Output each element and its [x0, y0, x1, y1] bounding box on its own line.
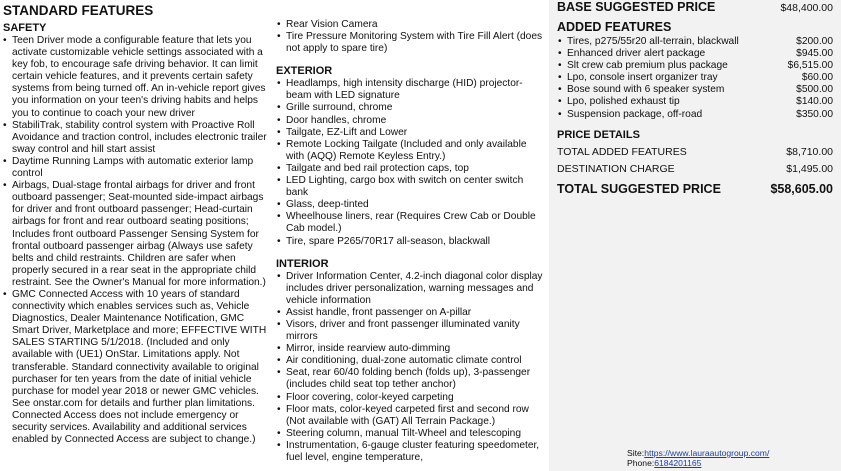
added-feature-name: • Suspension package, off-road [557, 109, 702, 121]
list-item: • Teen Driver mode a configurable feature that lets you activate customizable vehicle settings associated with a key fob, to encourage safe driving behavior. It can limit certain vehicle features, and it prevents certain safety systems from being turned off. An in-vehicle report gives you information on your teen's driving habits and helps you to continue to coach your new driver [2, 35, 270, 120]
added-feature-price: $350.00 [796, 108, 833, 120]
added-feature-name: • Slt crew cab premium plus package [557, 60, 728, 72]
interior-title: INTERIOR [276, 257, 329, 270]
total-price-row [549, 182, 841, 197]
list-item: • Assist handle, front passenger on A-pillar [276, 307, 546, 319]
list-item: • LED Lighting, cargo box with switch on center switch bank [276, 175, 546, 199]
interior-list [276, 271, 546, 465]
base-price-label: BASE SUGGESTED PRICE [557, 0, 716, 14]
added-feature-price: $60.00 [801, 72, 833, 84]
added-feature-price: $500.00 [796, 84, 833, 96]
list-item: • Tailgate, EZ-Lift and Lower [276, 127, 546, 139]
list-item: • Daytime Running Lamps with automatic exterior lamp control [2, 156, 270, 180]
list-item: • GMC Connected Access with 10 years of standard connectivity which enables services such as, Vehicle Diagnostics, Dealer Maintenance Notification, GMC Smart Driver, Marketplace and more; EFFECTIVE WITH SALES STARTING 5/1/2018. (Included and only available with (UE1) OnStar. Limitations apply. Not transferable. Standard connectivity available to original purchaser for ten years from the date of initial vehicle purchase for model year 2018 or newer GMC vehicles. See onstar.com for details and further plan limitations. Connected Access does not include emergency or security services. Availability and additional services enabled by Connected Access are subject to change.) [2, 289, 270, 446]
pricing-panel [549, 0, 841, 471]
added-feature-row [557, 109, 833, 121]
total-price-label: TOTAL SUGGESTED PRICE [557, 181, 721, 196]
list-item: • Floor covering, color-keyed carpeting [276, 392, 546, 404]
list-item: • Remote Locking Tailgate (Included and only available with (AQQ) Remote Keyless Entry.) [276, 139, 546, 163]
added-feature-row [557, 72, 833, 84]
added-feature-name: • Bose sound with 6 speaker system [557, 84, 724, 96]
list-item: • Seat, rear 60/40 folding bench (folds up), 3-passenger (includes child seat top tether anchor) [276, 367, 546, 391]
site-line [627, 448, 769, 458]
exterior-title: EXTERIOR [276, 65, 333, 78]
added-features-list [549, 36, 841, 121]
list-item: • Mirror, inside rearview auto-dimming [276, 343, 546, 355]
added-feature-name: • Tires, p275/55r20 all-terrain, blackwall [557, 36, 739, 48]
safety-title: SAFETY [3, 22, 47, 34]
list-item: • Grille surround, chrome [276, 102, 546, 114]
list-item: • Instrumentation, 6-gauge cluster featuring speedometer, fuel level, engine temperature, [276, 440, 546, 464]
site-link[interactable]: https://www.lauraautogroup.com/ [644, 448, 770, 458]
list-item: • Visors, driver and front passenger illuminated vanity mirrors [276, 319, 546, 343]
total-added-row [549, 146, 841, 159]
list-item: • Steering column, manual Tilt-Wheel and telescoping [276, 428, 546, 440]
list-item: • Wheelhouse liners, rear (Requires Crew Cab or Double Cab model.) [276, 211, 546, 235]
list-item: • Tire Pressure Monitoring System with Tire Fill Alert (does not apply to spare tire) [276, 31, 546, 55]
total-price-value: $58,605.00 [770, 181, 833, 196]
safety-list [2, 35, 270, 446]
base-price-row [549, 0, 841, 15]
list-item: • Tailgate and bed rail protection caps, top [276, 163, 546, 175]
added-feature-price: $6,515.00 [787, 60, 833, 72]
list-item: • StabiliTrak, stability control system with Proactive Roll Avoidance and traction control, includes electronic trailer sway control and hill start assist [2, 120, 270, 156]
list-item: • Air conditioning, dual-zone automatic climate control [276, 355, 546, 367]
added-feature-price: $200.00 [796, 36, 833, 47]
added-feature-row [557, 96, 833, 108]
added-feature-row [557, 84, 833, 96]
added-feature-row [557, 48, 833, 60]
total-added-value: $8,710.00 [786, 145, 833, 158]
list-item: • Airbags, Dual-stage frontal airbags for driver and front outboard passenger; Seat-mounted side-impact airbags for driver and front outboard passenger; Head-curtain airbags for front and rear outboard seating positions; Includes front outboard Passenger Sensing System for frontal outboard passenger airbag (Always use safety belts and child restraints. Children are safer when properly secured in a rear seat in the appropriate child restraint. See the Owner's Manual for more information.) [2, 180, 270, 289]
features-column-2 [276, 19, 546, 471]
standard-features-title: STANDARD FEATURES [3, 3, 154, 18]
list-item: • Driver Information Center, 4.2-inch diagonal color display includes driver personalization, warning messages and vehicle information [276, 271, 546, 307]
destination-value: $1,495.00 [786, 162, 833, 175]
list-item: • Rear Vision Camera [276, 19, 546, 31]
base-price-value: $48,400.00 [780, 2, 833, 14]
destination-row [549, 163, 841, 176]
added-feature-name: • Lpo, polished exhaust tip [557, 96, 680, 108]
added-feature-price: $140.00 [796, 96, 833, 108]
exterior-list [276, 78, 546, 247]
added-features-title: ADDED FEATURES [557, 20, 672, 34]
added-feature-price: $945.00 [796, 48, 833, 60]
total-added-label: TOTAL ADDED FEATURES [557, 145, 687, 158]
phone-link[interactable]: 6184201165 [654, 458, 702, 468]
price-details-title: PRICE DETAILS [557, 128, 640, 141]
list-item: • Headlamps, high intensity discharge (HID) projector-beam with LED signature [276, 78, 546, 102]
phone-label: Phone: [627, 458, 655, 468]
standard-features-column [2, 0, 270, 471]
destination-label: DESTINATION CHARGE [557, 162, 675, 175]
dealer-contact [627, 448, 769, 468]
added-feature-row [557, 60, 833, 72]
added-feature-name: • Enhanced driver alert package [557, 48, 705, 60]
list-item: • Glass, deep-tinted [276, 199, 546, 211]
phone-line [627, 458, 769, 468]
added-feature-row [557, 36, 833, 48]
added-feature-name: • Lpo, console insert organizer tray [557, 72, 718, 84]
site-label: Site: [627, 448, 645, 458]
list-item: • Door handles, chrome [276, 115, 546, 127]
list-item: • Floor mats, color-keyed carpeted first and second row (Not available with (GAT) All Terrain Package.) [276, 404, 546, 428]
safety-list-continued [276, 19, 546, 55]
list-item: • Tire, spare P265/70R17 all-season, blackwall [276, 236, 546, 248]
